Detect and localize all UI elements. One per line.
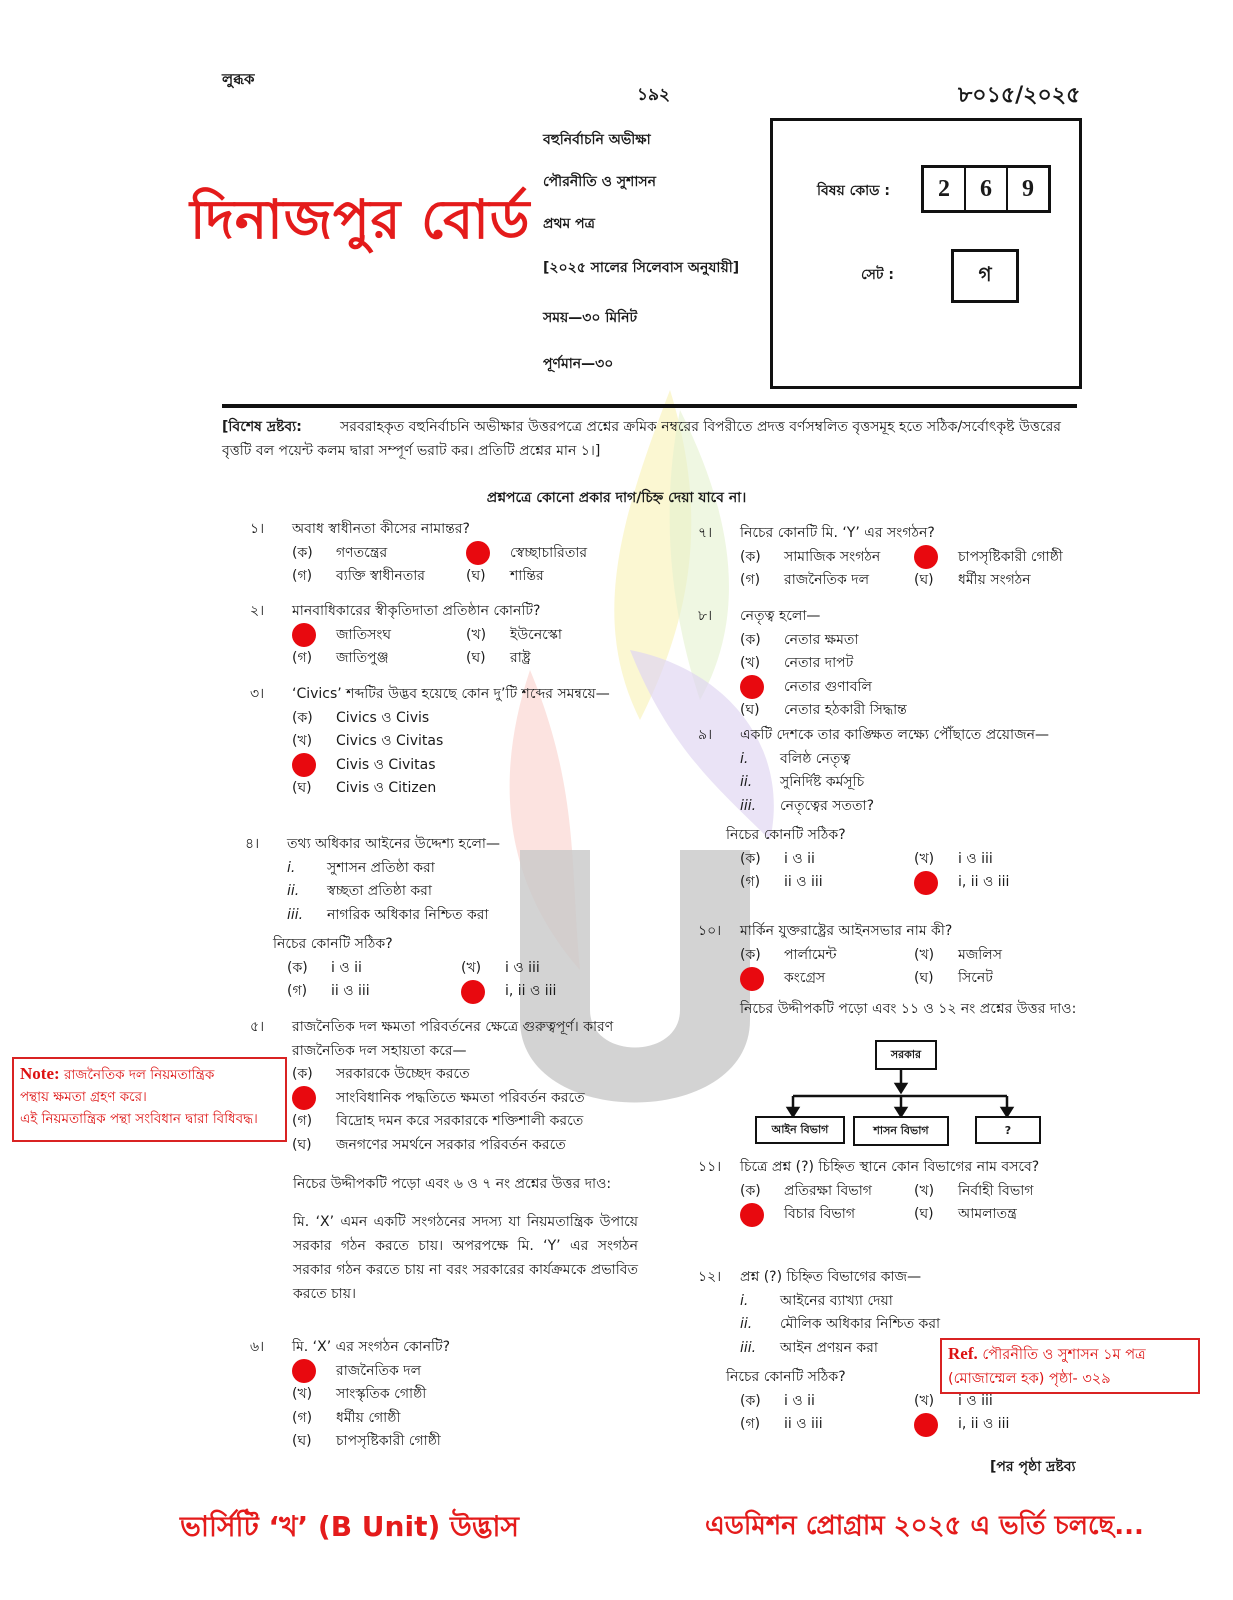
statement	[698, 771, 1088, 795]
question-number: ৩।	[250, 686, 265, 702]
question-5	[250, 1016, 630, 1157]
option[interactable]	[292, 647, 466, 671]
option-label: (গ)	[292, 1409, 313, 1426]
option-label: (খ)	[914, 946, 935, 963]
statement-text: বলিষ্ঠ নেতৃত্ব	[780, 750, 851, 767]
diagram-child-executive: শাসন বিভাগ	[853, 1116, 949, 1146]
question-stem	[698, 522, 1088, 546]
option-text: নেতার দাপট	[784, 655, 854, 671]
statement-roman: iii.	[740, 797, 757, 814]
question-stem	[698, 1156, 1088, 1180]
subject-code-digit: 9	[1022, 175, 1034, 202]
statement	[698, 748, 1088, 772]
option[interactable]	[740, 676, 1088, 700]
statement-text: আইন প্রণয়ন করা	[780, 1339, 878, 1356]
option-text: শান্তির	[510, 568, 544, 584]
option-text: সরকারকে উচ্ছেদ করতে	[336, 1066, 470, 1082]
reference-label: Ref.	[948, 1344, 978, 1363]
footer-right-promo: এডমিশন প্রোগ্রাম ২০২৫ এ ভর্তি চলছে...	[705, 1511, 1144, 1541]
option[interactable]	[740, 967, 914, 991]
option-label: (গ)	[292, 568, 313, 584]
government-diagram	[755, 1038, 1045, 1148]
option-label: (ঘ)	[740, 702, 760, 718]
answer-marked-dot-icon	[914, 545, 938, 569]
question-text: নিচের কোনটি মি. ‘Y’ এর সংগঠন?	[740, 525, 935, 541]
option-text: চাপসৃষ্টিকারী গোষ্ঠী	[336, 1433, 441, 1449]
question-10	[698, 920, 1088, 991]
option-label: (খ)	[740, 655, 761, 671]
set-label: সেট :	[861, 267, 895, 283]
option-text: ব্যক্তি স্বাধীনতার	[336, 568, 425, 584]
question-stem	[250, 600, 640, 624]
option-label: (গ)	[740, 1416, 761, 1432]
option-text: Civics ও Civis	[336, 709, 430, 726]
option[interactable]	[740, 569, 914, 593]
option-label: (খ)	[914, 1182, 935, 1199]
option-label: (খ)	[461, 959, 482, 976]
question-number: ১০।	[698, 923, 722, 939]
option-text: Civics ও Civitas	[336, 733, 444, 749]
statement-text: স্বচ্ছতা প্রতিষ্ঠা করা	[327, 883, 432, 899]
option-label: (ক)	[740, 548, 761, 565]
option[interactable]	[740, 1413, 914, 1437]
diagram-child-legislature: আইন বিভাগ	[755, 1116, 845, 1144]
answer-marked-dot-icon	[740, 675, 764, 699]
subject-name: পৌরনীতি ও সুশাসন	[543, 174, 657, 190]
option[interactable]	[914, 1180, 1088, 1204]
option[interactable]	[461, 957, 635, 981]
option-text: i, ii ও iii	[505, 983, 557, 999]
option[interactable]	[292, 1063, 630, 1087]
question-9	[698, 724, 1088, 895]
option[interactable]	[292, 565, 466, 589]
note-label: Note:	[20, 1064, 60, 1083]
option[interactable]	[914, 944, 1088, 968]
question-text: নেতৃত্ব হলো—	[740, 608, 821, 624]
question-6	[250, 1336, 640, 1454]
option[interactable]	[740, 652, 1088, 676]
question-stem	[250, 1336, 640, 1360]
option-label: (ক)	[740, 631, 761, 648]
diagram-root: সরকার	[875, 1040, 937, 1070]
statement-text: মৌলিক অধিকার নিশ্চিত করা	[780, 1316, 941, 1332]
option-label: (ক)	[287, 959, 308, 976]
option-text: ধর্মীয় গোষ্ঠী	[336, 1409, 401, 1426]
option-text: সিনেট	[958, 970, 993, 986]
question-stem	[698, 1266, 1088, 1290]
question-number: ২।	[250, 603, 265, 619]
subject-code-label: বিষয় কোড :	[817, 183, 890, 199]
option-text: সাংবিধানিক পদ্ধতিতে ক্ষমতা পরিবর্তন করতে	[336, 1089, 585, 1106]
question-4	[245, 833, 635, 1004]
sub-question: নিচের কোনটি সঠিক?	[726, 1369, 846, 1385]
stimulus-text: মি. ‘X’ এমন একটি সংগঠনের সদস্য যা নিয়মতান্ত্রিক উপায়ে সরকার গঠন করতে চায়। অপরপক্ষে মি. ‘Y’ এর সংগঠন সরকার গঠন করতে চায় না বরং সরকারের কার্যক্রমকে প্রভাবিত করতে চায়।	[293, 1214, 638, 1302]
statement-roman: ii.	[287, 883, 300, 899]
question-7	[698, 522, 1088, 593]
statement-text: নাগরিক অধিকার নিশ্চিত করা	[327, 906, 489, 923]
instructions-label: [বিশেষ দ্রষ্টব্য:	[222, 419, 302, 435]
option-text: বিচার বিভাগ	[784, 1206, 856, 1222]
question-8	[698, 605, 1088, 723]
statement	[245, 880, 635, 904]
answer-marked-dot-icon	[466, 541, 490, 565]
option[interactable]	[914, 848, 1088, 872]
answer-marked-dot-icon	[292, 623, 316, 647]
option-text: নেতার গুণাবলি	[784, 678, 872, 695]
option-text: রাজনৈতিক দল	[784, 572, 870, 588]
statement-text: আইনের ব্যাখ্যা দেয়া	[780, 1292, 893, 1309]
question-text: তথ্য অধিকার আইনের উদ্দেশ্য হলো—	[287, 836, 500, 852]
statement	[245, 904, 635, 928]
option-text: সামাজিক সংগঠন	[784, 548, 881, 565]
full-marks: পূর্ণমান—৩০	[543, 356, 614, 372]
option[interactable]	[914, 967, 1088, 991]
statement	[698, 1313, 1088, 1337]
answer-marked-dot-icon	[292, 1359, 316, 1383]
option-text: জাতিপুঞ্জ	[336, 650, 389, 666]
option-label: (ক)	[740, 1392, 761, 1409]
option[interactable]	[914, 546, 1088, 570]
option-text: নেতার হঠকারী সিদ্ধান্ত	[784, 702, 907, 718]
option[interactable]	[287, 957, 461, 981]
question-number: ৮।	[698, 608, 713, 624]
paper-name: প্রথম পত্র	[543, 216, 595, 232]
option-text: ii ও iii	[784, 874, 823, 890]
page-number: ১৯২	[637, 85, 671, 105]
statement	[245, 857, 635, 881]
answer-marked-dot-icon	[740, 1203, 764, 1227]
question-number: ৭।	[698, 525, 713, 541]
question-text: প্রশ্ন (?) চিহ্নিত বিভাগের কাজ—	[740, 1269, 922, 1285]
option-text: ইউনেস্কো	[510, 626, 562, 643]
subject-code-digits	[921, 165, 1051, 213]
option-label: (খ)	[914, 850, 935, 867]
option[interactable]	[461, 980, 635, 1004]
next-page-note: [পর পৃষ্ঠা দ্রষ্টব্য	[990, 1459, 1076, 1475]
option[interactable]	[292, 1383, 640, 1407]
option[interactable]	[466, 565, 640, 589]
statement-text: নেতৃত্বের সততা?	[780, 797, 875, 814]
option-text: i, ii ও iii	[958, 874, 1010, 890]
option-text: নির্বাহী বিভাগ	[958, 1182, 1034, 1199]
option-label: (ঘ)	[292, 1433, 312, 1449]
option[interactable]	[914, 871, 1088, 895]
option-text: স্বেচ্ছাচারিতার	[510, 544, 588, 561]
option-text: জনগণের সমর্থনে সরকার পরিবর্তন করতে	[336, 1136, 566, 1153]
sub-question: নিচের কোনটি সঠিক?	[726, 827, 846, 843]
board-title: দিনাজপুর বোর্ড	[190, 188, 531, 251]
option-text: i ও ii	[784, 850, 815, 867]
option-label: (ক)	[292, 1066, 313, 1082]
options	[250, 707, 640, 801]
stimulus-6-7	[293, 1172, 638, 1306]
option-label: (ঘ)	[466, 568, 486, 584]
option-text: Civis ও Citizen	[336, 780, 437, 796]
option-label: (ঘ)	[292, 1136, 312, 1153]
no-mark-warning: প্রশ্নপত্রে কোনো প্রকার দাগ/চিহ্ন দেয়া যাবে না।	[486, 490, 747, 506]
question-number: ৯।	[698, 727, 713, 743]
options	[250, 1063, 630, 1157]
statement-roman: iii.	[740, 1339, 757, 1356]
question-stem	[698, 605, 1088, 629]
option[interactable]	[292, 1110, 630, 1134]
options	[250, 542, 640, 589]
statement-roman: i.	[287, 859, 296, 876]
question-stem	[250, 1016, 630, 1063]
question-number: ১।	[250, 521, 265, 537]
question-stem	[245, 833, 635, 857]
option-text: পার্লামেন্ট	[784, 946, 837, 963]
question-stem	[698, 920, 1088, 944]
question-number: ৫।	[250, 1019, 265, 1035]
subject-code-digit: 6	[966, 168, 1008, 210]
subject-code-digit: 2	[924, 168, 966, 210]
option[interactable]	[466, 624, 640, 648]
option-text: জাতিসংঘ	[336, 626, 392, 643]
option-label: (ঘ)	[292, 780, 312, 796]
answer-marked-dot-icon	[914, 1413, 938, 1437]
answer-marked-dot-icon	[461, 980, 485, 1004]
statement-roman: ii.	[740, 774, 753, 790]
option-text: i ও iii	[958, 850, 993, 867]
option[interactable]	[292, 1407, 640, 1431]
option[interactable]	[740, 629, 1088, 653]
option[interactable]	[292, 542, 466, 566]
answer-marked-dot-icon	[740, 967, 764, 991]
stimulus-11-12-intro: নিচের উদ্দীপকটি পড়ো এবং ১১ ও ১২ নং প্রশ্নের উত্তর দাও:	[740, 1001, 1077, 1017]
option-text: Civis ও Civitas	[336, 756, 436, 773]
option[interactable]	[292, 730, 640, 754]
option-text: আমলাতন্ত্র	[958, 1206, 1017, 1222]
option-text: নেতার ক্ষমতা	[784, 631, 859, 648]
option-label: (ক)	[740, 946, 761, 963]
option-text: ii ও iii	[784, 1416, 823, 1432]
options	[698, 546, 1088, 593]
option[interactable]	[740, 848, 914, 872]
exam-time: সময়—৩০ মিনিট	[543, 310, 638, 326]
option[interactable]	[466, 647, 640, 671]
header-divider	[222, 404, 1077, 408]
option[interactable]	[292, 624, 466, 648]
set-value: গ	[951, 249, 1019, 303]
option[interactable]	[740, 871, 914, 895]
option-text: চাপসৃষ্টিকারী গোষ্ঠী	[958, 548, 1063, 565]
statement	[698, 1290, 1088, 1314]
question-stem	[698, 724, 1088, 748]
option-label: (গ)	[287, 983, 308, 999]
option-text: প্রতিরক্ষা বিভাগ	[784, 1182, 872, 1199]
answer-marked-dot-icon	[292, 1086, 316, 1110]
question-text: মার্কিন যুক্তরাষ্ট্রের আইনসভার নাম কী?	[740, 923, 953, 939]
diagram-child-unknown: ?	[975, 1116, 1041, 1144]
answer-marked-dot-icon	[914, 871, 938, 895]
reference-box	[940, 1338, 1200, 1394]
option-text: রাজনৈতিক দল	[336, 1362, 422, 1379]
option[interactable]	[292, 1087, 630, 1111]
option-text: i ও ii	[784, 1392, 815, 1409]
question-11	[698, 1156, 1088, 1227]
statement-roman: i.	[740, 1292, 749, 1309]
sub-question: নিচের কোনটি সঠিক?	[273, 936, 393, 952]
statement	[698, 795, 1088, 819]
option-text: মজলিস	[958, 946, 1002, 963]
option[interactable]	[292, 1360, 640, 1384]
question-2	[250, 600, 640, 671]
options	[250, 1360, 640, 1454]
option-label: (খ)	[466, 626, 487, 643]
options	[245, 957, 635, 1004]
header-top-left: লুব্ধক	[222, 70, 255, 88]
reference-line: (মোজাম্মেল হক) পৃষ্ঠা- ৩২৯	[948, 1371, 1111, 1387]
option[interactable]	[740, 944, 914, 968]
option-text: i, ii ও iii	[958, 1416, 1010, 1432]
question-number: ১২।	[698, 1269, 722, 1285]
note-line: এই নিয়মতান্ত্রিক পন্থা সংবিধান দ্বারা বিধিবদ্ধ।	[20, 1111, 258, 1127]
answer-marked-dot-icon	[292, 753, 316, 777]
option-label: (গ)	[740, 874, 761, 890]
option-label: (গ)	[292, 1113, 313, 1129]
special-instructions	[222, 415, 1082, 463]
option[interactable]	[292, 754, 640, 778]
option[interactable]	[466, 542, 640, 566]
question-text: ‘Civics’ শব্দটির উদ্ভব হয়েছে কোন দু’টি শব্দের সমন্বয়ে—	[292, 686, 610, 702]
question-stem	[250, 518, 640, 542]
option-label: (খ)	[292, 1386, 313, 1402]
option[interactable]	[292, 707, 640, 731]
option-text: রাষ্ট্র	[510, 650, 531, 666]
options	[698, 944, 1088, 991]
option-text: i ও iii	[505, 959, 540, 976]
reference-line: পৌরনীতি ও সুশাসন ১ম পত্র	[982, 1347, 1146, 1363]
question-text: মি. ‘X’ এর সংগঠন কোনটি?	[292, 1339, 451, 1355]
option[interactable]	[740, 546, 914, 570]
options	[698, 1390, 1088, 1437]
option-label: (গ)	[292, 650, 313, 666]
option[interactable]	[740, 1390, 914, 1414]
option-label: (ঘ)	[914, 572, 934, 588]
option[interactable]	[740, 1180, 914, 1204]
option-label: (ক)	[292, 709, 313, 726]
question-number: ৪।	[245, 836, 260, 852]
syllabus-note: [২০২৫ সালের সিলেবাস অনুযায়ী]	[543, 260, 740, 276]
option-label: (খ)	[292, 733, 313, 749]
statement-text: সুনির্দিষ্ট কর্মসূচি	[780, 774, 865, 790]
stimulus-intro: নিচের উদ্দীপকটি পড়ো এবং ৬ ও ৭ নং প্রশ্নের উত্তর দাও:	[293, 1176, 612, 1192]
paper-code: ৮০১৫/২০২৫	[958, 83, 1081, 108]
option[interactable]	[292, 777, 640, 801]
option-label: (ঘ)	[914, 970, 934, 986]
exam-type: বহুনির্বাচনি অভীক্ষা	[543, 132, 651, 148]
option-label: (ক)	[292, 544, 313, 561]
option-label: (গ)	[740, 572, 761, 588]
option-label: (ঘ)	[466, 650, 486, 666]
option-text: কংগ্রেস	[784, 970, 826, 986]
option[interactable]	[292, 1430, 640, 1454]
options	[698, 629, 1088, 723]
statement-text: সুশাসন প্রতিষ্ঠা করা	[327, 859, 435, 876]
option-text: সাংস্কৃতিক গোষ্ঠী	[336, 1386, 427, 1402]
subject-code-box	[770, 118, 1082, 389]
question-text: চিত্রে প্রশ্ন (?) চিহ্নিত স্থানে কোন বিভাগের নাম বসবে?	[740, 1159, 1040, 1175]
question-3	[250, 683, 640, 801]
option-label: (খ)	[914, 1392, 935, 1409]
option-label: (ঘ)	[914, 1206, 934, 1222]
option-text: ধর্মীয় সংগঠন	[958, 572, 1031, 588]
statement-roman: iii.	[287, 906, 304, 923]
options	[698, 1180, 1088, 1227]
question-text: অবাধ স্বাধীনতা কীসের নামান্তর?	[292, 521, 470, 537]
statement-roman: i.	[740, 750, 749, 767]
instructions-text: সরবরাহকৃত বহুনির্বাচনি অভীক্ষার উত্তরপত্রে প্রশ্নের ক্রমিক নম্বরের বিপরীতে প্রদত্ত বর্ণসম্বলিত বৃত্তসমূহ হতে সঠিক/সর্বোৎকৃষ্ট উত্তরের বৃত্তটি বল পয়েন্ট কলম দ্বারা সম্পূর্ণ ভরাট কর। প্রতিটি প্রশ্নের মান ১।]	[222, 419, 1061, 459]
option-text: গণতন্ত্রের	[336, 544, 388, 561]
option[interactable]	[914, 1203, 1088, 1227]
option-label: (ক)	[740, 1182, 761, 1199]
question-text: রাজনৈতিক দল ক্ষমতা পরিবর্তনের ক্ষেত্রে গুরুত্বপূর্ণ। কারণ রাজনৈতিক দল সহায়তা করে—	[292, 1019, 614, 1059]
option-text: i ও ii	[331, 959, 362, 976]
question-number: ৬।	[250, 1339, 265, 1355]
note-line: রাজনৈতিক দল নিয়মতান্ত্রিক	[63, 1067, 215, 1083]
option[interactable]	[287, 980, 461, 1004]
option[interactable]	[740, 1203, 914, 1227]
footer-left-promo: ভার্সিটি ‘খ’ (B Unit) উদ্ভাস	[180, 1510, 520, 1543]
option[interactable]	[914, 569, 1088, 593]
question-text: মানবাধিকারের স্বীকৃতিদাতা প্রতিষ্ঠান কোনটি?	[292, 603, 541, 619]
option[interactable]	[914, 1413, 1088, 1437]
option-text: বিদ্রোহ দমন করে সরকারকে শক্তিশালী করতে	[336, 1113, 584, 1129]
option[interactable]	[740, 699, 1088, 723]
option[interactable]	[292, 1134, 630, 1158]
option-text: ii ও iii	[331, 983, 370, 999]
options	[698, 848, 1088, 895]
options	[250, 624, 640, 671]
question-1	[250, 518, 640, 589]
option-text: i ও iii	[958, 1392, 993, 1409]
statement-roman: ii.	[740, 1316, 753, 1332]
note-box	[12, 1057, 287, 1142]
option-label: (ক)	[740, 850, 761, 867]
question-text: একটি দেশকে তার কাঙ্ক্ষিত লক্ষ্যে পৌঁছাতে প্রয়োজন—	[740, 727, 1049, 743]
question-stem	[250, 683, 640, 707]
question-number: ১১।	[698, 1159, 722, 1175]
note-line: পন্থায় ক্ষমতা গ্রহণ করে।	[20, 1089, 147, 1105]
